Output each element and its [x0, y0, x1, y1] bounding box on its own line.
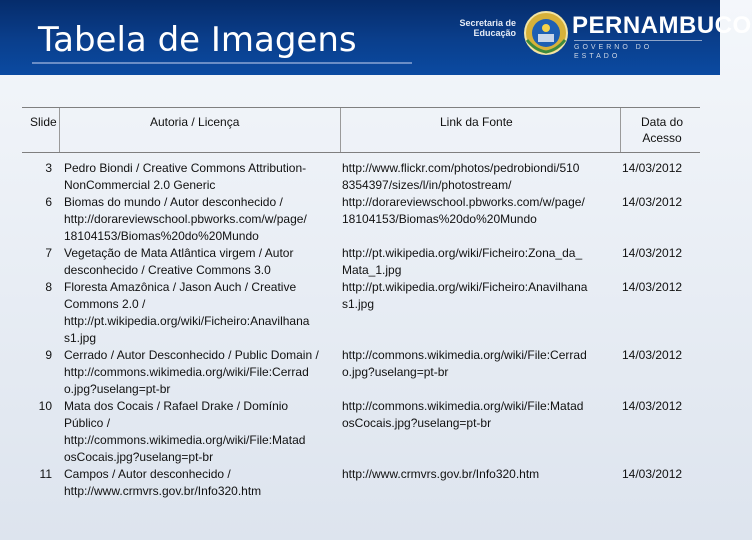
cell-data: 14/03/2012	[622, 467, 683, 481]
table-row	[22, 398, 700, 466]
cell-link-line: http://pt.wikipedia.org/wiki/Ficheiro:Anavilhana	[342, 280, 588, 294]
header-link: Link da Fonte	[440, 115, 513, 129]
cell-autor-line: 18104153/Biomas%20do%20Mundo	[64, 229, 259, 243]
table-row	[22, 194, 700, 245]
cell-autor	[64, 194, 340, 245]
cell-data: 14/03/2012	[622, 399, 683, 413]
cell-autor-line: NonCommercial 2.0 Generic	[64, 178, 216, 192]
cell-autor-line: http://commons.wikimedia.org/wiki/File:Matad	[64, 433, 306, 447]
cell-link	[342, 466, 620, 483]
cell-slide: 3	[45, 161, 52, 175]
cell-autor-line: Biomas do mundo / Autor desconhecido /	[64, 195, 283, 209]
header-slide: Slide	[30, 115, 57, 129]
column-divider	[620, 108, 621, 152]
cell-data: 14/03/2012	[622, 195, 683, 209]
table-body	[22, 160, 700, 500]
cell-autor-line: s1.jpg	[64, 331, 97, 345]
cell-autor	[64, 279, 340, 347]
cell-data: 14/03/2012	[622, 161, 683, 175]
cell-autor-line: Pedro Biondi / Creative Commons Attribution-	[64, 161, 307, 175]
cell-link	[342, 194, 620, 228]
cell-autor-line: o.jpg?uselang=pt-br	[64, 382, 171, 396]
cell-slide: 9	[45, 348, 52, 362]
cell-autor-line: Mata dos Cocais / Rafael Drake / Domínio	[64, 399, 289, 413]
cell-autor-line: http://www.crmvrs.gov.br/Info320.htm	[64, 484, 262, 498]
column-divider	[340, 108, 341, 152]
header-autor: Autoria / Licença	[150, 115, 240, 129]
image-table	[22, 107, 700, 500]
cell-data: 14/03/2012	[622, 348, 683, 362]
cell-autor-line: http://pt.wikipedia.org/wiki/Ficheiro:Anavilhana	[64, 314, 310, 328]
cell-link-line: 18104153/Biomas%20do%20Mundo	[342, 212, 537, 226]
table-row	[22, 466, 700, 500]
cell-slide: 10	[38, 399, 52, 413]
table-row	[22, 245, 700, 279]
cell-autor	[64, 398, 340, 466]
cell-slide: 6	[45, 195, 52, 209]
cell-autor-line: Cerrado / Autor Desconhecido / Public Domain /	[64, 348, 319, 362]
cell-link	[342, 279, 620, 313]
cell-link-line: s1.jpg	[342, 297, 375, 311]
cell-slide: 11	[39, 467, 52, 481]
cell-autor-line: Commons 2.0 /	[64, 297, 146, 311]
cell-autor-line: desconhecido / Creative Commons 3.0	[64, 263, 271, 277]
cell-autor-line: http://dorareviewschool.pbworks.com/w/page/	[64, 212, 307, 226]
cell-link-line: http://commons.wikimedia.org/wiki/File:Matad	[342, 399, 584, 413]
cell-autor	[64, 347, 340, 398]
brand-name: PERNAMBUCO	[572, 12, 752, 39]
cell-link-line: http://www.flickr.com/photos/pedrobiondi/510	[342, 161, 580, 175]
table-row	[22, 160, 700, 194]
header-banner	[0, 0, 752, 75]
secretaria-line-2: Educação	[473, 28, 516, 38]
brand-subtitle: GOVERNO DO ESTADO	[574, 40, 702, 61]
cell-link-line: http://commons.wikimedia.org/wiki/File:Cerrad	[342, 348, 587, 362]
table-header	[22, 107, 700, 153]
page-title: Tabela de Imagens	[38, 20, 357, 60]
cell-slide: 8	[45, 280, 52, 294]
cell-link	[342, 347, 620, 381]
cell-autor-line: Público /	[64, 416, 111, 430]
title-underline	[32, 62, 412, 64]
cell-autor-line: http://commons.wikimedia.org/wiki/File:Cerrad	[64, 365, 309, 379]
header-data-line-2: Acesso	[642, 131, 682, 145]
cell-link	[342, 160, 620, 194]
cell-data: 14/03/2012	[622, 246, 683, 260]
cell-autor-line: Vegetação de Mata Atlântica virgem / Autor	[64, 246, 294, 260]
state-emblem-icon	[523, 10, 569, 56]
cell-autor	[64, 160, 340, 194]
cell-link-line: http://www.crmvrs.gov.br/Info320.htm	[342, 467, 540, 481]
cell-link-line: 8354397/sizes/l/in/photostream/	[342, 178, 512, 192]
secretaria-label	[454, 18, 516, 38]
cell-link	[342, 245, 620, 279]
cell-link-line: Mata_1.jpg	[342, 263, 402, 277]
cell-link-line: http://pt.wikipedia.org/wiki/Ficheiro:Zona_da_	[342, 246, 583, 260]
cell-slide: 7	[45, 246, 52, 260]
header-data	[632, 114, 692, 146]
cell-link-line: o.jpg?uselang=pt-br	[342, 365, 449, 379]
column-divider	[59, 108, 60, 152]
cell-autor-line: Floresta Amazônica / Jason Auch / Creative	[64, 280, 297, 294]
cell-autor	[64, 466, 340, 500]
table-row	[22, 279, 700, 347]
cell-data: 14/03/2012	[622, 280, 683, 294]
cell-link-line: osCocais.jpg?uselang=pt-br	[342, 416, 492, 430]
cell-autor	[64, 245, 340, 279]
cell-autor-line: osCocais.jpg?uselang=pt-br	[64, 450, 214, 464]
secretaria-line-1: Secretaria de	[459, 18, 516, 28]
cell-link-line: http://dorareviewschool.pbworks.com/w/page/	[342, 195, 585, 209]
table-row	[22, 347, 700, 398]
cell-link	[342, 398, 620, 432]
header-data-line-1: Data do	[640, 115, 684, 129]
cell-autor-line: Campos / Autor desconhecido /	[64, 467, 231, 481]
